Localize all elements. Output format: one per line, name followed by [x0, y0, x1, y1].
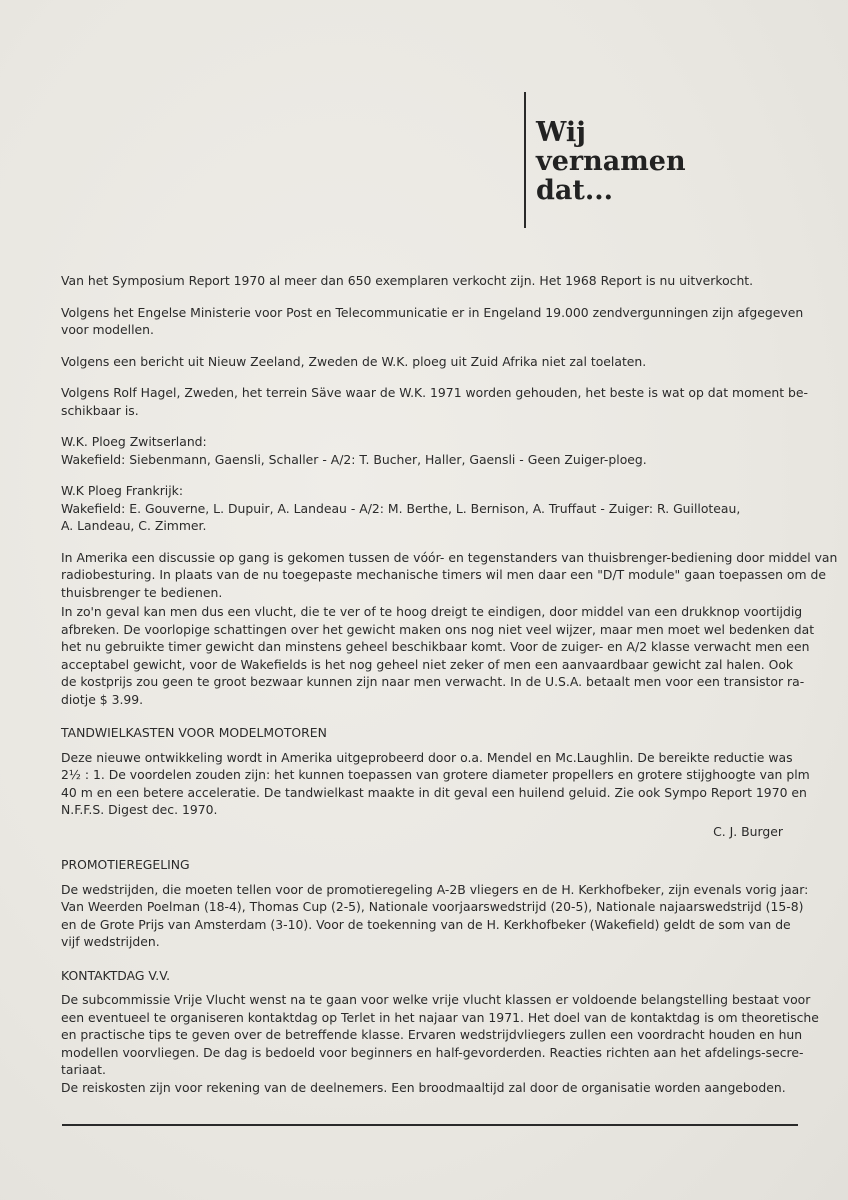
text-line: Volgens het Engelse Ministerie voor Post en Telecommunicatie er in Engeland 19.000 zendvergunningen zijn afgegeven: [61, 304, 804, 320]
text-line: voor modellen.: [61, 322, 154, 337]
text-line: W.K. Ploeg Zwitserland:: [61, 434, 207, 449]
text-line: Wakefield: E. Gouverne, L. Dupuir, A. Landeau - A/2: M. Berthe, L. Bernison, A. Truffaut - Zuiger: R. Guilloteau,: [61, 500, 741, 516]
text-line: W.K Ploeg Frankrijk:: [61, 483, 184, 498]
text-line: In zo'n geval kan men dus een vlucht, die te ver of te hoog dreigt te eindigen, door middel van een drukknop voortijdig: [61, 604, 803, 619]
text-line: radiobesturing. In plaats van de nu toegepaste mechanische timers wil men daar een "D/T module" gaan toepassen om de: [61, 567, 826, 582]
text-line: De reiskosten zijn voor rekening van de deelnemers. Een broodmaaltijd zal door de organisatie worden aangeboden.: [61, 1079, 786, 1095]
text-line: modellen voorvliegen. De dag is bedoeld voor beginners en half-gevorderden. Reacties richten aan het afdelings-secre-: [61, 1044, 804, 1060]
text-line: Van Weerden Poelman (18-4), Thomas Cup (2-5), Nationale voorjaarswedstrijd (20-5), Nationale najaarswedstrijd (15-8): [61, 899, 804, 914]
paragraph-amerika: [61, 549, 838, 602]
author-signature: C. J. Burger: [713, 823, 783, 839]
section-tandwielkasten: [61, 724, 810, 840]
text-line: Deze nieuwe ontwikkeling wordt in Amerika uitgeprobeerd door o.a. Mendel en Mc.Laughlin. De bereikte reductie was: [61, 749, 793, 765]
text-line: schikbaar is.: [61, 402, 139, 418]
text-line: Wakefield: Siebenmann, Gaensli, Schaller - A/2: T. Bucher, Haller, Gaensli - Geen Zuiger-ploeg.: [61, 451, 647, 467]
paragraph-nieuw-zeeland: [61, 353, 791, 371]
article-body: [61, 272, 838, 1096]
section-kontaktdag: [61, 967, 819, 1097]
text-line: N.F.F.S. Digest dec. 1970.: [61, 802, 218, 817]
paragraph-rolf-hagel: [61, 384, 808, 419]
section-promotieregeling: [61, 856, 809, 951]
heading-line: dat...: [536, 175, 614, 206]
text-line: A. Landeau, C. Zimmer.: [61, 518, 207, 533]
text-line: De wedstrijden, die moeten tellen voor de promotieregeling A-2B vliegers en de H. Kerkhofbeker, zijn evenals vorig jaar:: [61, 881, 809, 897]
section-title: PROMOTIEREGELING: [61, 857, 190, 872]
section-title: KONTAKTDAG V.V.: [61, 967, 171, 983]
text-line: Volgens een bericht uit Nieuw Zeeland, Zweden de W.K. ploeg uit Zuid Afrika niet zal toelaten.: [61, 353, 647, 369]
text-line: tariaat.: [61, 1062, 106, 1077]
text-line: vijf wedstrijden.: [61, 934, 160, 949]
paragraph-drukknop: [61, 603, 815, 708]
page-heading: [536, 118, 686, 205]
text-line: en practische tips te geven over de betreffende klasse. Ervaren wedstrijdvliegers zullen een voordracht houden en hun: [61, 1027, 803, 1042]
text-line: Van het Symposium Report 1970 al meer dan 650 exemplaren verkocht zijn. Het 1968 Report is nu uitverkocht.: [61, 273, 754, 288]
text-line: het nu gebruikte timer gewicht dan minstens geheel beschikbaar komt. Voor de zuiger- en A/2 klasse verwacht men een: [61, 639, 810, 654]
heading-line: vernamen: [536, 146, 686, 177]
paragraph-symposium-report: [61, 272, 791, 290]
vertical-rule: [524, 92, 526, 228]
heading-line: Wij: [536, 117, 586, 148]
text-line: diotje $ 3.99.: [61, 691, 144, 707]
text-line: acceptabel gewicht, voor de Wakefields is het nog geheel niet zeker of men een aanvaardbaar gewicht zal halen. Ook: [61, 656, 794, 672]
text-line: en de Grote Prijs van Amsterdam (3-10). Voor de toekenning van de H. Kerkhofbeker (Wakefield) geldt de som van de: [61, 916, 791, 932]
text-line: 40 m en een betere acceleratie. De tandwielkast maakte in dit geval een huilend geluid. Zie ook Sympo Report 1970 en: [61, 784, 807, 800]
text-line: 2½ : 1. De voordelen zouden zijn: het kunnen toepassen van grotere diameter propellers en grotere stijghoogte van plm: [61, 767, 810, 782]
paragraph-ploeg-frankrijk: [61, 482, 791, 535]
text-line: Volgens Rolf Hagel, Zweden, het terrein Säve waar de W.K. 1971 worden gehouden, het beste is wat op dat moment be-: [61, 385, 808, 400]
text-line: een eventueel te organiseren kontaktdag op Terlet in het najaar van 1971. Het doel van de kontaktdag is om theoretische: [61, 1009, 819, 1025]
paragraph-ploeg-zwitserland: [61, 433, 791, 468]
text-line: De subcommissie Vrije Vlucht wenst na te gaan voor welke vrije vlucht klassen er voldoende belangstelling bestaat voor: [61, 992, 811, 1007]
text-line: de kostprijs zou geen te groot bezwaar kunnen zijn naar men verwacht. In de U.S.A. betaalt men voor een transistor ra-: [61, 674, 805, 689]
text-line: thuisbrenger te bedienen.: [61, 584, 223, 600]
section-title: TANDWIELKASTEN VOOR MODELMOTOREN: [61, 725, 327, 740]
text-line: afbreken. De voorlopige schattingen over het gewicht maken ons nog niet veel wijzer, maar men moet wel bedenken dat: [61, 621, 815, 637]
bottom-rule: [62, 1124, 798, 1126]
paragraph-ministerie: [61, 304, 804, 339]
text-line: In Amerika een discussie op gang is gekomen tussen de vóór- en tegenstanders van thuisbrenger-bediening door middel van: [61, 549, 838, 565]
